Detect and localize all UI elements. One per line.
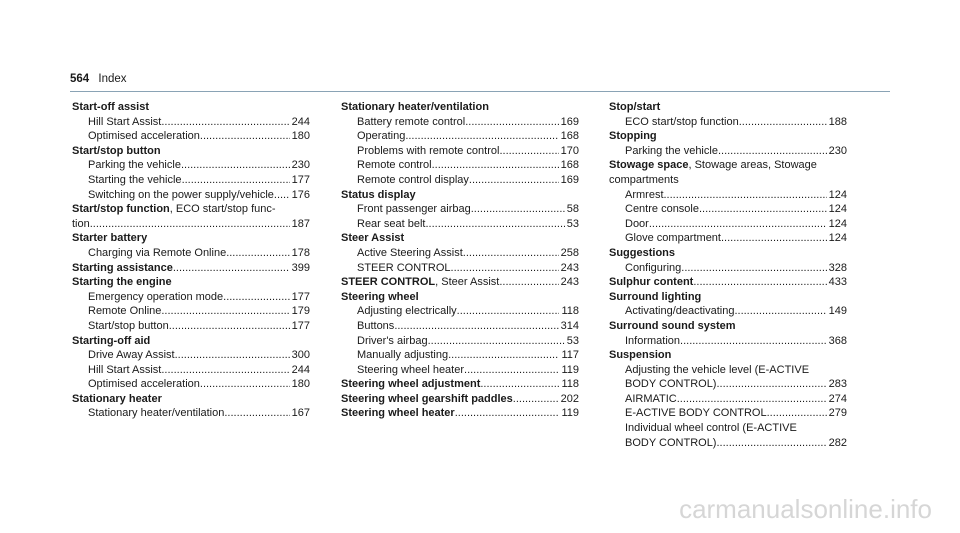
subentry[interactable] <box>341 246 579 261</box>
page-ref[interactable]: 433 <box>828 276 847 289</box>
subentry-text: Manually adjusting <box>357 349 449 362</box>
page-ref[interactable]: 149 <box>828 305 847 318</box>
leader-dots <box>718 144 827 159</box>
subentry[interactable] <box>341 363 579 378</box>
page-ref[interactable]: 202 <box>560 392 579 405</box>
page-ref[interactable]: 180 <box>291 130 310 143</box>
subentry-text: Armrest <box>625 188 664 201</box>
leader-dots <box>182 173 290 188</box>
page-ref[interactable]: 230 <box>291 159 310 172</box>
subentry[interactable] <box>609 144 847 159</box>
entry-term <box>609 349 671 361</box>
subentry-text: Starting the vehicle <box>88 173 182 186</box>
subentry[interactable] <box>609 406 847 421</box>
entry-term <box>72 393 162 405</box>
term-bold: Starting the engine <box>72 276 172 289</box>
page-ref[interactable]: 177 <box>291 173 310 186</box>
entry-term <box>609 130 657 142</box>
page-ref[interactable]: 314 <box>560 319 579 332</box>
term-bold: Start/stop button <box>72 144 161 157</box>
subentry-text: Optimised acceleration <box>88 378 200 391</box>
subentry[interactable] <box>341 334 579 349</box>
index-entry <box>341 231 579 275</box>
subentry-text: Hill Start Assist <box>88 115 162 128</box>
leader-dots <box>200 377 290 392</box>
entry-heading[interactable] <box>72 261 310 276</box>
subentry[interactable] <box>341 129 579 144</box>
subentry[interactable] <box>609 202 847 217</box>
subentry[interactable] <box>72 304 310 319</box>
page-ref[interactable]: 368 <box>828 334 847 347</box>
page-ref[interactable]: 176 <box>291 188 310 201</box>
index-entry <box>609 246 847 275</box>
term-bold: Stopping <box>609 130 657 143</box>
page-ref[interactable]: 119 <box>561 363 579 376</box>
entry-heading[interactable] <box>609 348 847 363</box>
leader-dots <box>471 202 565 217</box>
subentry-text: Start/stop button <box>88 319 169 332</box>
entry-heading[interactable] <box>72 144 310 159</box>
page-ref[interactable]: 399 <box>291 261 310 274</box>
subentry[interactable] <box>72 406 310 421</box>
leader-dots <box>224 406 289 421</box>
subentry-text: Hill Start Assist <box>88 363 162 376</box>
subentry-text: Activating/deactivating <box>625 305 735 318</box>
subentry-text: Buttons <box>357 319 395 332</box>
subentry[interactable] <box>341 158 579 173</box>
subentry-text: Parking the vehicle <box>88 159 181 172</box>
page-ref[interactable]: 118 <box>561 305 579 318</box>
index-entry <box>72 144 310 202</box>
page-ref[interactable]: 167 <box>291 407 310 420</box>
leader-dots <box>499 275 558 290</box>
subentry[interactable] <box>72 188 310 203</box>
entry-term <box>72 232 147 244</box>
leader-dots <box>90 217 290 232</box>
subentry-text: Battery remote control <box>357 115 466 128</box>
term-bold: Stop/start <box>609 101 661 113</box>
page-ref[interactable]: 119 <box>561 407 579 420</box>
entry-term <box>609 101 660 113</box>
leader-dots <box>425 217 564 232</box>
subentry[interactable] <box>609 304 847 319</box>
term-qualifier: , Stowage areas, Stowage <box>688 159 817 172</box>
leader-dots <box>274 188 290 203</box>
index-entry <box>609 100 847 129</box>
page-header <box>70 73 127 85</box>
page-ref[interactable]: 243 <box>560 276 579 289</box>
index-entry <box>341 290 579 378</box>
entry-continuation: compartments <box>609 173 679 186</box>
subentry[interactable] <box>72 129 310 144</box>
page-ref[interactable]: 180 <box>291 378 310 391</box>
subentry[interactable] <box>72 158 310 173</box>
page-ref[interactable]: 170 <box>560 144 579 157</box>
term-bold: Suggestions <box>609 246 676 259</box>
subentry[interactable] <box>72 115 310 130</box>
subentry[interactable] <box>341 115 579 130</box>
entry-heading[interactable] <box>609 100 847 115</box>
index-column-2 <box>341 100 579 421</box>
subentry-text: Optimised acceleration <box>88 130 200 143</box>
subentry[interactable] <box>609 377 847 392</box>
entry-term <box>72 261 173 276</box>
subentry[interactable] <box>609 217 847 232</box>
leader-dots <box>716 436 826 451</box>
section-title: Index <box>98 73 127 85</box>
index-entry <box>609 319 847 348</box>
header-rule <box>70 91 890 92</box>
term-bold: Stationary heater/ventilation <box>341 101 489 113</box>
entry-term <box>341 232 404 244</box>
continuation-text: tion <box>72 217 90 230</box>
subentry[interactable] <box>72 290 310 305</box>
entry-heading[interactable] <box>341 392 579 407</box>
leader-dots <box>480 377 559 392</box>
index-entry <box>72 202 310 231</box>
leader-dots <box>161 115 289 130</box>
leader-dots <box>677 392 827 407</box>
term-bold: Steering wheel heater <box>341 407 455 420</box>
subentry[interactable] <box>72 348 310 363</box>
subentry-text: ECO start/stop function <box>625 115 739 128</box>
leader-dots <box>739 115 827 130</box>
subentry[interactable] <box>609 261 847 276</box>
subentry[interactable] <box>341 217 579 232</box>
leader-dots <box>499 144 558 159</box>
subentry[interactable] <box>72 173 310 188</box>
subentry[interactable] <box>72 319 310 334</box>
index-entry <box>341 392 579 407</box>
index-entry <box>72 275 310 333</box>
entry-term <box>609 320 736 332</box>
index-entry <box>72 261 310 276</box>
index-entry <box>609 348 847 450</box>
subentry-continuation: BODY CONTROL) <box>625 436 717 449</box>
leader-dots <box>464 363 559 378</box>
page-number: 564 <box>70 73 90 85</box>
page-ref[interactable]: 53 <box>566 217 579 230</box>
leader-dots <box>680 334 827 349</box>
term-bold: Steer Assist <box>341 232 405 245</box>
subentry-text: Information <box>625 334 681 347</box>
entry-term <box>341 377 480 392</box>
index-entry <box>341 100 579 188</box>
leader-dots <box>428 334 565 349</box>
leader-dots <box>767 406 827 421</box>
subentry-text: Operating <box>357 130 406 143</box>
leader-dots <box>513 392 559 407</box>
entry-heading[interactable] <box>341 290 579 305</box>
leader-dots <box>465 115 558 130</box>
page-ref[interactable]: 124 <box>828 217 847 230</box>
term-bold: Start/stop function <box>72 203 170 216</box>
page-ref[interactable]: 279 <box>828 407 847 420</box>
leader-dots <box>448 348 559 363</box>
leader-dots <box>649 217 827 232</box>
leader-dots <box>664 188 827 203</box>
leader-dots <box>161 363 289 378</box>
term-qualifier: , Steer Assist <box>435 276 500 289</box>
page-ref[interactable]: 282 <box>828 436 847 449</box>
index-entry <box>341 275 579 290</box>
page-ref[interactable]: 124 <box>828 203 847 216</box>
entry-term <box>609 275 693 290</box>
entry-term <box>72 335 150 347</box>
page-ref[interactable]: 243 <box>560 261 579 274</box>
entry-heading[interactable] <box>341 100 579 115</box>
entry-heading[interactable] <box>72 100 310 115</box>
subentry-text: Door <box>625 217 649 230</box>
leader-dots <box>173 261 290 276</box>
entry-term <box>341 275 499 290</box>
term-bold: Steering wheel gearshift paddles <box>341 392 513 405</box>
subentry-text: Switching on the power supply/vehicle <box>88 188 274 201</box>
entry-heading[interactable] <box>341 231 579 246</box>
subentry[interactable] <box>341 173 579 188</box>
subentry-continuation: BODY CONTROL) <box>625 378 717 391</box>
subentry-text: Charging via Remote Online <box>88 246 227 259</box>
page-ref[interactable]: 58 <box>566 203 579 216</box>
index-column-3 <box>609 100 847 450</box>
subentry-text: Drive Away Assist <box>88 349 175 362</box>
entry-term <box>341 392 513 407</box>
subentry[interactable] <box>341 319 579 334</box>
entry-heading[interactable] <box>609 319 847 334</box>
subentry-text: Emergency operation mode <box>88 290 224 303</box>
page-ref[interactable]: 244 <box>291 363 310 376</box>
page-ref[interactable]: 258 <box>560 246 579 259</box>
entry-heading[interactable] <box>72 202 310 217</box>
subentry-text: Adjusting the vehicle level (E-ACTIVE <box>625 363 810 376</box>
page-ref[interactable]: 117 <box>561 349 579 362</box>
page-ref[interactable]: 118 <box>561 378 579 391</box>
index-entry <box>72 231 310 260</box>
leader-dots <box>457 304 560 319</box>
subentry-text: Remote Online <box>88 305 162 318</box>
term-bold: Starter battery <box>72 232 148 245</box>
leader-dots <box>469 173 559 188</box>
watermark: carmanualsonline.info <box>679 494 932 524</box>
index-entry <box>341 406 579 421</box>
index-entry <box>609 275 847 290</box>
index-entry <box>72 334 310 392</box>
term-bold: Steering wheel <box>341 290 419 303</box>
subentry[interactable] <box>609 436 847 451</box>
entry-term <box>72 101 149 113</box>
subentry[interactable] <box>341 202 579 217</box>
entry-heading[interactable] <box>609 158 847 173</box>
page-ref[interactable]: 124 <box>828 188 847 201</box>
entry-continuation[interactable] <box>72 217 310 232</box>
term-bold: Suspension <box>609 349 672 362</box>
entry-term <box>609 291 701 303</box>
page-ref[interactable]: 230 <box>828 144 847 157</box>
term-bold: Stowage space <box>609 159 689 172</box>
leader-dots <box>223 290 290 305</box>
entry-heading[interactable] <box>609 290 847 305</box>
subentry-text: Configuring <box>625 261 682 274</box>
entry-heading[interactable] <box>72 231 310 246</box>
page-ref[interactable]: 124 <box>828 232 847 245</box>
term-bold: Start-off assist <box>72 101 150 113</box>
subentry-text: Stationary heater/ventilation <box>88 407 225 420</box>
subentry[interactable] <box>609 115 847 130</box>
entry-term <box>609 159 817 171</box>
leader-dots <box>200 129 290 144</box>
subentry-text: Individual wheel control (E-ACTIVE <box>625 422 797 435</box>
subentry-text: Problems with remote control <box>357 144 500 157</box>
leader-dots <box>405 129 558 144</box>
page-ref[interactable]: 178 <box>291 246 310 259</box>
entry-term <box>72 276 172 288</box>
entry-term <box>609 247 675 259</box>
page-ref[interactable]: 283 <box>828 378 847 391</box>
page-ref[interactable]: 177 <box>291 290 310 303</box>
term-bold: Stationary heater <box>72 392 162 405</box>
index-entry <box>72 100 310 144</box>
leader-dots <box>394 319 558 334</box>
entry-heading[interactable] <box>72 334 310 349</box>
index-entry <box>341 188 579 232</box>
leader-dots <box>175 348 290 363</box>
term-bold: Surround sound system <box>609 319 736 332</box>
term-bold: Starting assistance <box>72 261 173 274</box>
subentry[interactable] <box>341 304 579 319</box>
entry-heading[interactable] <box>609 275 847 290</box>
subentry-text: Centre console <box>625 203 699 216</box>
page-ref[interactable]: 274 <box>828 392 847 405</box>
subentry[interactable] <box>609 334 847 349</box>
entry-heading[interactable] <box>341 406 579 421</box>
leader-dots <box>699 202 827 217</box>
page-ref[interactable]: 169 <box>560 173 579 186</box>
page-ref[interactable]: 53 <box>566 334 579 347</box>
leader-dots <box>226 246 289 261</box>
term-bold: Sulphur content <box>609 276 694 289</box>
entry-term <box>341 189 416 201</box>
leader-dots <box>432 158 559 173</box>
subentry[interactable] <box>609 392 847 407</box>
leader-dots <box>181 158 290 173</box>
term-bold: Steering wheel adjustment <box>341 378 481 391</box>
page-ref[interactable]: 168 <box>560 159 579 172</box>
page-ref[interactable]: 168 <box>560 130 579 143</box>
subentry[interactable] <box>609 188 847 203</box>
entry-term <box>341 101 489 113</box>
subentry-text: Remote control <box>357 159 432 172</box>
leader-dots <box>721 231 827 246</box>
subentry[interactable] <box>72 246 310 261</box>
page-ref[interactable]: 328 <box>828 261 847 274</box>
entry-heading[interactable] <box>341 188 579 203</box>
term-bold: Surround lighting <box>609 290 702 303</box>
subentry[interactable] <box>341 144 579 159</box>
entry-term <box>341 291 419 303</box>
leader-dots <box>455 406 560 421</box>
subentry[interactable] <box>341 261 579 276</box>
term-bold: Status display <box>341 188 416 201</box>
subentry[interactable] <box>72 377 310 392</box>
entry-heading[interactable] <box>72 392 310 407</box>
entry-heading[interactable] <box>609 129 847 144</box>
leader-dots <box>463 246 559 261</box>
index-entry <box>341 377 579 392</box>
leader-dots <box>681 261 826 276</box>
subentry-text: Parking the vehicle <box>625 144 718 157</box>
subentry-text: STEER CONTROL <box>357 261 451 274</box>
page-ref[interactable]: 177 <box>291 319 310 332</box>
index-entry <box>72 392 310 421</box>
subentry[interactable] <box>609 231 847 246</box>
subentry-text: Glove compartment <box>625 232 721 245</box>
index-column-1 <box>72 100 310 421</box>
leader-dots <box>693 275 826 290</box>
subentry-text: Driver's airbag <box>357 334 428 347</box>
subentry-text: Adjusting electrically <box>357 305 457 318</box>
subentry-text: Rear seat belt <box>357 217 426 230</box>
entry-term <box>72 203 276 215</box>
entry-heading[interactable] <box>341 377 579 392</box>
leader-dots <box>161 304 289 319</box>
subentry-text: Front passenger airbag <box>357 203 471 216</box>
leader-dots <box>451 261 559 276</box>
entry-heading[interactable] <box>341 275 579 290</box>
page-ref[interactable]: 179 <box>291 305 310 318</box>
leader-dots <box>169 319 290 334</box>
leader-dots <box>716 377 826 392</box>
subentry[interactable] <box>72 363 310 378</box>
entry-heading[interactable] <box>72 275 310 290</box>
subentry[interactable] <box>341 348 579 363</box>
term-qualifier: , ECO start/stop func- <box>169 203 276 216</box>
leader-dots <box>734 304 826 319</box>
page-ref[interactable]: 300 <box>291 349 310 362</box>
page-ref[interactable]: 244 <box>291 115 310 128</box>
page-ref[interactable]: 188 <box>828 115 847 128</box>
term-bold: STEER CONTROL <box>341 276 436 289</box>
term-bold: Starting-off aid <box>72 334 151 347</box>
subentry-text: AIRMATIC <box>625 392 677 405</box>
entry-heading[interactable] <box>609 246 847 261</box>
entry-term <box>72 145 161 157</box>
subentry-text: Active Steering Assist <box>357 246 463 259</box>
page-ref[interactable]: 169 <box>560 115 579 128</box>
subentry-text: E-ACTIVE BODY CONTROL <box>625 407 767 420</box>
subentry-text: Remote control display <box>357 173 469 186</box>
page-ref[interactable]: 187 <box>291 217 310 230</box>
index-entry <box>609 129 847 158</box>
entry-term <box>341 406 455 421</box>
index-entry <box>609 158 847 246</box>
subentry-text: Steering wheel heater <box>357 363 465 376</box>
index-entry <box>609 290 847 319</box>
